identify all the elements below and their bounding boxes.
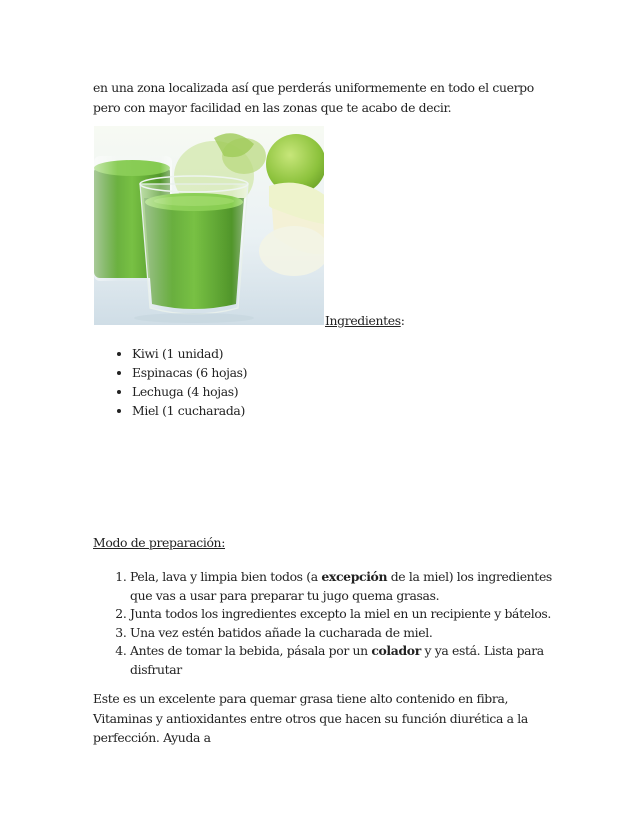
step-bold: colador [371,643,421,659]
green-juice-image [94,126,324,325]
list-item [130,642,560,679]
list-item [130,568,560,605]
preparation-steps [108,568,560,680]
ingredients-label: Ingredientes [325,313,401,328]
list-item: • Espinacas (6 hojas) [132,363,247,382]
list-item [130,605,560,624]
preparation-heading: Modo de preparación: [93,535,226,550]
step-bold: excepción [321,569,388,584]
step-text: y ya está. Lista para disfrutar [130,643,544,677]
list-item: • Kiwi (1 unidad) [132,344,247,363]
step-text: Una vez estén batidos añade la cucharada de miel. [130,624,433,640]
closing-paragraph: Este es un excelente para quemar grasa tiene alto contenido en fibra, Vitaminas y antioxidantes entre otros que hacen su función diurética a la perfección. Ayuda a [93,691,528,746]
ingredients-list [117,344,247,420]
intro-paragraph: en una zona localizada así que perderás uniformemente en todo el cuerpo pero con mayor facilidad en las zonas que te acabo de decir. [93,80,534,115]
step-text: Junta todos los ingredientes excepto la miel en un recipiente y bátelos. [130,606,552,622]
step-text: Pela, lava y limpia bien todos (a [130,569,322,584]
list-item: • Miel (1 cucharada) [132,401,247,420]
step-text: de la miel) los ingredientes que vas a usar para preparar tu jugo quema grasas. [130,569,552,603]
ingredients-heading [325,313,405,329]
step-text: Antes de tomar la bebida, pásala por un [130,643,372,659]
list-item [130,624,560,643]
ingredients-colon: : [400,313,405,328]
list-item: • Lechuga (4 hojas) [132,382,247,401]
green-juice-photo [94,126,324,325]
